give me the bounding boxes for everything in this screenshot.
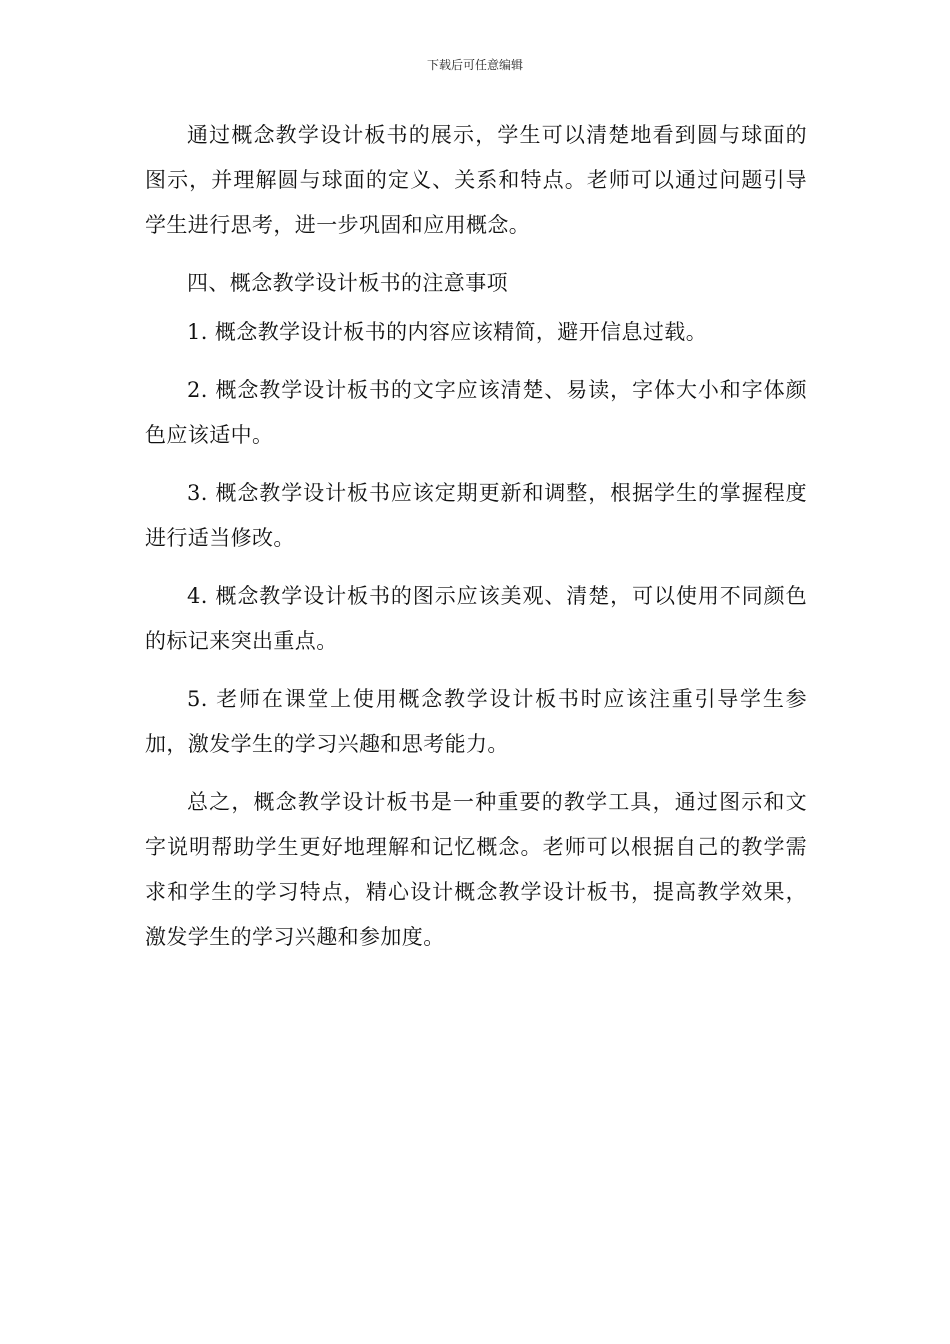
list-item-3: 3. 概念教学设计板书应该定期更新和调整，根据学生的掌握程度进行适当修改。 [145, 481, 807, 550]
list-item-4: 4. 概念教学设计板书的图示应该美观、清楚，可以使用不同颜色的标记来突出重点。 [145, 584, 807, 653]
list-item-2: 2. 概念教学设计板书的文字应该清楚、易读，字体大小和字体颜色应该适中。 [145, 378, 807, 447]
paragraph-intro: 通过概念教学设计板书的展示，学生可以清楚地看到圆与球面的图示，并理解圆与球面的定义、关系和特点。老师可以通过问题引导学生进行思考，进一步巩固和应用概念。 [145, 123, 807, 237]
document-body [145, 113, 807, 973]
list-item-5: 5. 老师在课堂上使用概念教学设计板书时应该注重引导学生参加，激发学生的学习兴趣和思考能力。 [145, 687, 807, 756]
section-heading: 四、概念教学设计板书的注意事项 [187, 271, 508, 295]
list-item-1: 1. 概念教学设计板书的内容应该精简，避开信息过载。 [187, 320, 708, 344]
page-header: 下载后可任意编辑 [426, 58, 523, 72]
paragraph-conclusion: 总之，概念教学设计板书是一种重要的教学工具，通过图示和文字说明帮助学生更好地理解和记忆概念。老师可以根据自己的教学需求和学生的学习特点，精心设计概念教学设计板书，提高教学效果，激发学生的学习兴趣和参加度。 [145, 790, 807, 949]
